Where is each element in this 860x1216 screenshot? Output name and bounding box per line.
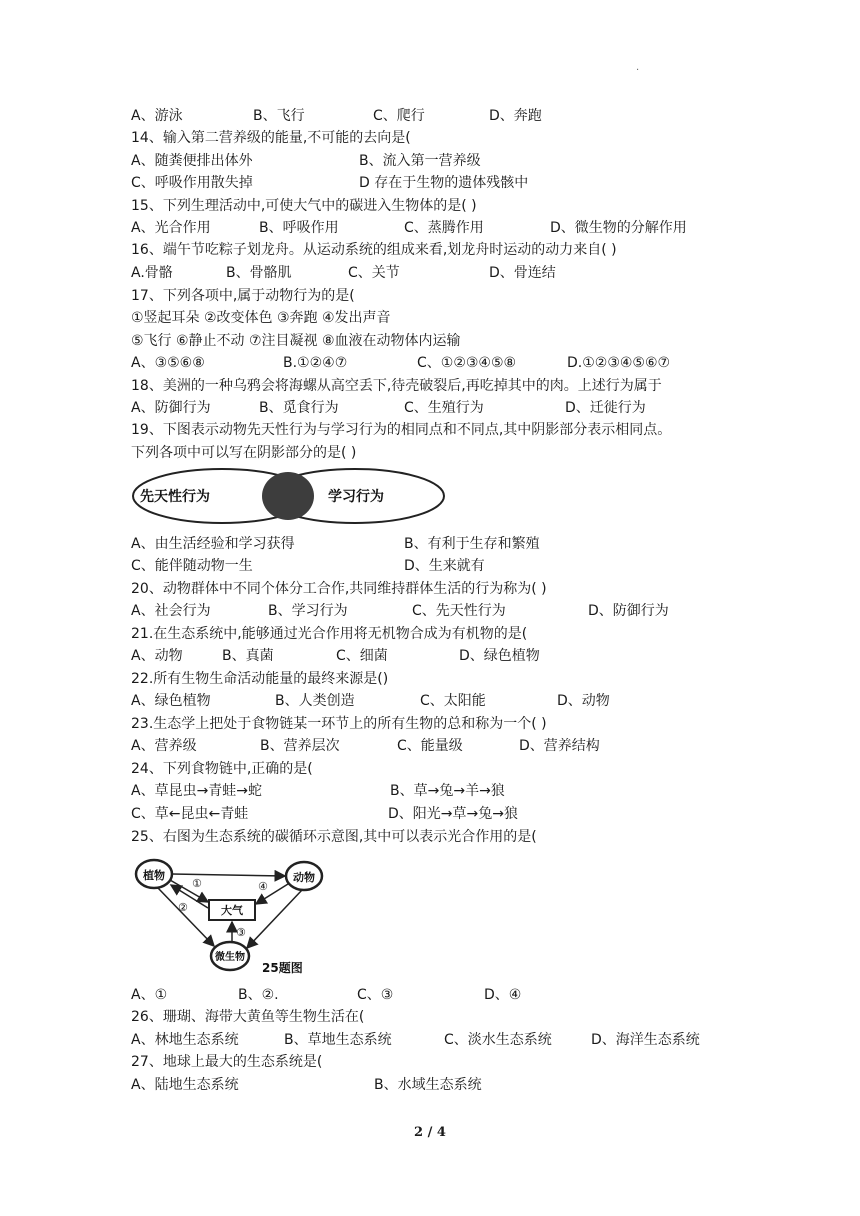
q18-option-c: C、生殖行为 — [404, 400, 484, 416]
q24-option-b: B、草→兔→羊→狼 — [390, 783, 505, 799]
q25-option-c: C、③ — [357, 987, 394, 1003]
q14-option-d: D 存在于生物的遗体残骸中 — [359, 175, 529, 191]
q18-stem: 18、美洲的一种乌鸦会将海螺从高空丢下,待壳破裂后,再吃掉其中的肉。上述行为属于 — [131, 378, 662, 394]
venn-left-label: 先天性行为 — [140, 489, 210, 505]
q15-option-c: C、蒸腾作用 — [404, 220, 484, 236]
q21-option-c: C、细菌 — [336, 648, 388, 664]
q24-option-a: A、草昆虫→青蛙→蛇 — [131, 783, 263, 799]
q24-stem: 24、下列食物链中,正确的是( — [131, 761, 313, 777]
figure-caption: 25题图 — [262, 961, 303, 975]
q21-option-d: D、绿色植物 — [459, 648, 540, 664]
q26-option-d: D、海洋生态系统 — [591, 1032, 700, 1048]
q17-items-2: ⑤飞行 ⑥静止不动 ⑦注目凝视 ⑧血液在动物体内运输 — [131, 333, 461, 349]
q21-stem: 21.在生态系统中,能够通过光合作用将无机物合成为有机物的是( — [131, 626, 528, 642]
q19-option-d: D、生来就有 — [404, 558, 485, 574]
q15-option-d: D、微生物的分解作用 — [550, 220, 687, 236]
q16-option-b: B、骨骼肌 — [226, 265, 292, 281]
q27-option-a: A、陆地生态系统 — [131, 1077, 239, 1093]
arrow-number-4: ④ — [258, 880, 268, 893]
q26-option-a: A、林地生态系统 — [131, 1032, 239, 1048]
q22-option-d: D、动物 — [557, 693, 610, 709]
q19-stem-line-2: 下列各项中可以写在阴影部分的是( ) — [131, 445, 357, 461]
q21-option-b: B、真菌 — [222, 648, 274, 664]
q22-option-b: B、人类创造 — [275, 693, 355, 709]
q14-stem: 14、输入第二营养级的能量,不可能的去向是( — [131, 130, 411, 146]
q19-option-c: C、能伴随动物一生 — [131, 558, 253, 574]
air-to-plant-arrow — [171, 885, 208, 908]
q25-stem: 25、右图为生态系统的碳循环示意图,其中可以表示光合作用的是( — [131, 829, 537, 845]
q26-option-b: B、草地生态系统 — [284, 1032, 392, 1048]
q26-option-c: C、淡水生态系统 — [444, 1032, 552, 1048]
microbe-label: 微生物 — [215, 952, 245, 963]
q18-option-d: D、迁徙行为 — [565, 400, 646, 416]
q23-stem: 23.生态学上把处于食物链某一环节上的所有生物的总和称为一个( ) — [131, 716, 547, 732]
air-label: 大气 — [221, 904, 243, 917]
q14-option-b: B、流入第一营养级 — [359, 153, 481, 169]
q16-stem: 16、端午节吃粽子划龙舟。从运动系统的组成来看,划龙舟时运动的动力来自( ) — [131, 242, 617, 258]
q23-option-a: A、营养级 — [131, 738, 197, 754]
q24-option-c: C、草←昆虫←青蛙 — [131, 806, 249, 822]
q19-option-b: B、有利于生存和繁殖 — [404, 536, 540, 552]
q13-option-c: C、爬行 — [373, 108, 425, 124]
q25-option-b: B、②. — [238, 987, 279, 1003]
q20-option-a: A、社会行为 — [131, 603, 211, 619]
q22-stem: 22.所有生物生命活动能量的最终来源是() — [131, 671, 389, 687]
venn-shaded-overlap — [262, 472, 314, 520]
q17-option-b: B.①②④⑦ — [283, 355, 348, 371]
q27-option-b: B、水域生态系统 — [374, 1077, 482, 1093]
q18-option-a: A、防御行为 — [131, 400, 211, 416]
q23-option-c: C、能量级 — [397, 738, 463, 754]
q22-option-c: C、太阳能 — [420, 693, 486, 709]
plant-label: 植物 — [143, 869, 165, 882]
q14-option-c: C、呼吸作用散失掉 — [131, 175, 253, 191]
carbon-cycle-diagram — [128, 850, 338, 982]
q21-option-a: A、动物 — [131, 648, 183, 664]
q23-option-b: B、营养层次 — [260, 738, 340, 754]
q25-option-a: A、① — [131, 987, 168, 1003]
q14-option-a: A、随粪便排出体外 — [131, 153, 253, 169]
animal-label: 动物 — [293, 871, 315, 884]
q27-stem: 27、地球上最大的生态系统是( — [131, 1054, 323, 1070]
q15-option-b: B、呼吸作用 — [259, 220, 339, 236]
q13-option-b: B、飞行 — [253, 108, 305, 124]
q24-option-d: D、阳光→草→兔→狼 — [388, 806, 518, 822]
arrow-number-2: ② — [178, 901, 188, 914]
q17-items-1: ①竖起耳朵 ②改变体色 ③奔跑 ④发出声音 — [131, 310, 391, 326]
q17-option-d: D.①②③④⑤⑥⑦ — [567, 355, 671, 371]
venn-diagram — [130, 466, 450, 526]
q20-option-d: D、防御行为 — [588, 603, 669, 619]
page-number: 2 / 4 — [414, 1125, 446, 1140]
arrow-number-3: ③ — [236, 926, 246, 939]
q18-option-b: B、觅食行为 — [259, 400, 339, 416]
q17-stem: 17、下列各项中,属于动物行为的是( — [131, 288, 355, 304]
q15-option-a: A、光合作用 — [131, 220, 211, 236]
q19-option-a: A、由生活经验和学习获得 — [131, 536, 295, 552]
q17-option-a: A、③⑤⑥⑧ — [131, 355, 205, 371]
q26-stem: 26、珊瑚、海带大黄鱼等生物生活在( — [131, 1009, 365, 1025]
plant-to-animal-arrow — [172, 874, 285, 876]
venn-right-label: 学习行为 — [328, 489, 384, 505]
q13-option-d: D、奔跑 — [489, 108, 542, 124]
q15-stem: 15、下列生理活动中,可使大气中的碳进入生物体的是( ) — [131, 198, 477, 214]
q25-option-d: D、④ — [484, 987, 522, 1003]
q13-option-a: A、游泳 — [131, 108, 183, 124]
q17-option-c: C、①②③④⑤⑧ — [417, 355, 517, 371]
header-mark: . — [636, 62, 640, 73]
q16-option-c: C、关节 — [348, 265, 400, 281]
arrow-number-1: ① — [192, 877, 202, 890]
plant-to-microbe-arrow — [158, 888, 214, 946]
q16-option-a: A.骨骼 — [131, 265, 173, 281]
q20-stem: 20、动物群体中不同个体分工合作,共同维持群体生活的行为称为( ) — [131, 581, 547, 597]
q20-option-b: B、学习行为 — [268, 603, 348, 619]
q16-option-d: D、骨连结 — [489, 265, 556, 281]
q19-stem-line-1: 19、下图表示动物先天性行为与学习行为的相同点和不同点,其中阴影部分表示相同点。 — [131, 422, 672, 438]
q22-option-a: A、绿色植物 — [131, 693, 211, 709]
q23-option-d: D、营养结构 — [519, 738, 600, 754]
q20-option-c: C、先天性行为 — [412, 603, 506, 619]
plant-to-air-arrow — [170, 880, 208, 902]
